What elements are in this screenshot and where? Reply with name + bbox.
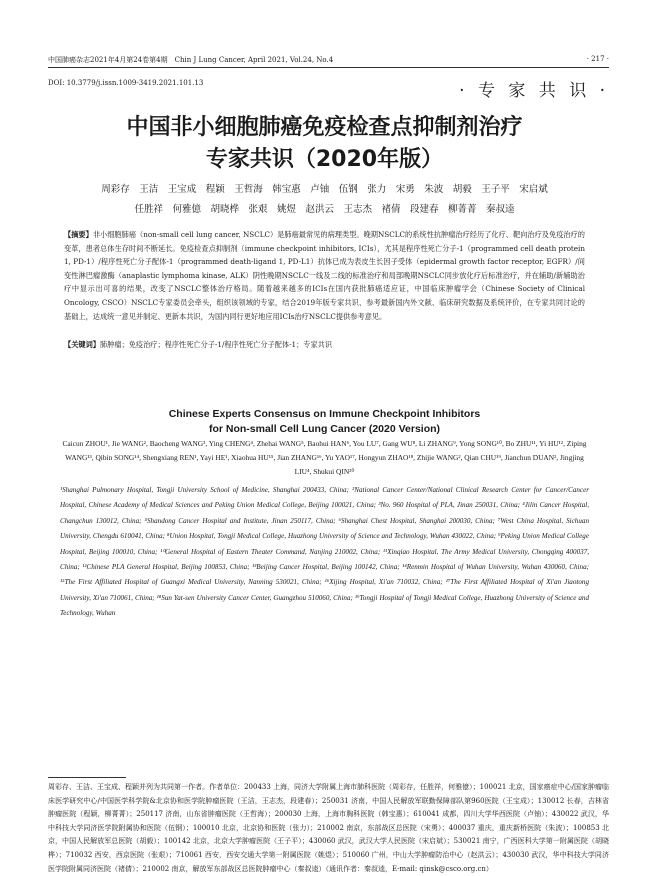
keywords-label: 【关键词】 [64,340,100,349]
authors-en: Caicun ZHOU¹, Jie WANG², Baocheng WANG³, Ying CHENG⁴, Zhehai WANG⁵, Baohui HAN⁶, You LU⁷, Gang WU⁸, Li ZHANG⁹, Yong SONG¹⁰, Bo ZHU¹¹, Yi HU¹², Ziping WANG¹³, Qibin SONG¹⁴, Shengxiang REN¹, Yayi HE¹, Xiaohua HU¹⁵, Jian ZHANG¹⁶, Yu YAO¹⁷, Hongyun ZHAO¹⁸, Zhijie WANG², Qian CHU¹⁹, Jianchun DUAN², Jingjing LIU⁴, Shukui QIN²⁰ [62,439,587,476]
abstract-cn [64,228,585,323]
title-en-line1: Chinese Experts Consensus on Immune Checkpoint Inhibitors [168,408,481,420]
header-rule [48,67,609,68]
authors-cn-line1: 周彩存 王洁 王宝成 程颖 王哲海 韩宝惠 卢铀 伍钢 张力 宋勇 朱波 胡毅 王子平 宋启斌 [101,184,548,195]
title-cn-line1: 中国非小细胞肺癌免疫检查点抑制剂治疗 [126,115,523,140]
title-en-line2: for Non-small Cell Lung Cancer (2020 Version) [208,423,441,435]
keywords-cn [64,340,585,350]
abstract-text: 非小细胞肺癌（non-small cell lung cancer, NSCLC）是肺癌最常见的病理类型。晚期NSCLC的系统性抗肿瘤治疗经历了化疗、靶向治疗及免疫治疗的变革，患者总体生存时间不断延长。免疫检查点抑制剂（immune checkpoint inhibitors, ICIs），尤其是程序性死亡分子-1（programmed cell death protein 1, PD-1）/程序性死亡分子配体-1（programmed death-ligand 1, PD-L1）抗体已成为表皮生长因子受体（epidermal growth factor receptor, EGFR）/间变性淋巴瘤激酶（anaplastic lymphoma kinase, ALK）阴性晚期NSCLC一线及二线的标准治疗和局部晚期NSCLC同步放化疗后标准治疗，并在辅助/新辅助治疗中显示出可喜的结果，改变了NSCLC整体治疗格局。随着越来越多的ICIs在国内获批肺癌适应证，中国临床肿瘤学会（Chinese Society of Clinical Oncology, CSCO）NSCLC专家委员会牵头，组织该领域的专家，结合2019年版专家共识、参考最新国内外文献、临床研究数据及系统评价，在专家共同讨论的基础上，达成统一意见并制定、更新本共识，为国内同行更好地应用ICIs治疗NSCLC提供参考意见。 [64,230,585,321]
abstract-label: 【摘要】 [64,230,93,239]
keywords-text: 肺肿瘤；免疫治疗；程序性死亡分子-1/程序性死亡分子配体-1；专家共识 [99,340,333,349]
title-cn-line2: 专家共识（2020年版） [205,147,444,172]
doi: DOI: 10.3779/j.issn.1009-3419.2021.101.13 [48,79,204,87]
authors-cn-line2: 任胜祥 何雅億 胡晓桦 张艰 姚煜 赵洪云 王志杰 褚倩 段建春 柳菁菁 秦叔逵 [134,204,515,215]
affiliations-en: ¹Shanghai Pulmonary Hospital, Tongji University School of Medicine, Shanghai 200433, China; ²National Cancer Center/National Clinical Research Center for Cancer/Cancer Hospital, Chinese Academy of Medical Sciences and Peking Union Medical College, Beijing 100021, China; ³No. 960 Hospital of PLA, Jinan 250031, China; ⁴Jilin Cancer Hospital, Changchun 130012, China; ⁵Shandong Cancer Hospital and Institute, Jinan 250117, China; ⁶Shanghai Chest Hospital, Shanghai 200030, China; ⁷West China Hospital, Sichuan University, Chengdu 610041, China; ⁸Union Hospital, Tongji Medical College, Huazhong University of Science and Technology, Wuhan 430022, China; ⁹Peking Union Medical College Hospital, Beijing 100010, China; ¹⁰General Hospital of Eastern Theater Command, Nanjing 210002, China; ¹¹Xinqiao Hospital, The Army Medical University, Chongqing 400037, China; ¹²Chinese PLA General Hospital, Beijing 100853, China; ¹³Beijing Cancer Hospital, Beijing 100142, China; ¹⁴Renmin Hospital of Wuhan University, Wuhan 430060, China; ¹⁵The First Affiliated Hospital of Guangxi Medical University, Nanning 530021, China; ¹⁶Xijing Hospital, Xi'an 710032, China; ¹⁷The First Affiliated Hospital of Xi'an Jiaotong University, Xi'an 710061, China; ¹⁸Sun Yat-sen University Cancer Center, Guangzhou 510060, China; ¹⁹Tongji Hospital of Tongji Medical College, Huazhong University of Science and Technology, Wuhan [60,486,589,618]
footnote-rule [48,777,126,778]
running-header [48,55,609,67]
page-number: · 217 · [586,55,609,63]
journal-citation: 中国肺癌杂志2021年4月第24卷第4期 Chin J Lung Cancer, April 2021, Vol.24, No.4 [48,56,334,64]
footnote: 周彩存、王洁、王宝成、程颖并列为共同第一作者。作者单位：200433 上海，同济大学附属上海市肺科医院（周彩存，任胜祥，何雅億）；100021 北京，国家癌症中心/国家肿瘤临床医学研究中心/中国医学科学院&北京协和医学院肿瘤医院（王洁，王志杰，段建春）；250031 济南，中国人民解放军联勤保障部队第960医院（王宝成）；130012 长春，吉林省肿瘤医院（程颖，柳菁菁）；250117 济南，山东省肿瘤医院（王哲海）；200030 上海，上海市胸科医院（韩宝惠）；610041 成都，四川大学华西医院（卢铀）；430022 武汉，华中科技大学同济医学院附属协和医院（伍钢）；100010 北京，北京协和医院（张力）；210002 南京，东部战区总医院（宋勇）；400037 重庆，重庆新桥医院（朱波）；100853 北京，中国人民解放军总医院（胡毅）；100142 北京，北京大学肿瘤医院（王子平）；430060 武汉，武汉大学人民医院（宋启斌）；530021 南宁，广西医科大学第一附属医院（胡晓桦）；710032 西安，西京医院（张艰）；710061 西安，西安交通大学第一附属医院（姚煜）；510060 广州，中山大学肿瘤防治中心（赵洪云）；430030 武汉，华中科技大学同济医学院附属同济医院（褚倩）；210002 南京，解放军东部战区总医院肿瘤中心（秦叔逵）（通讯作者：秦叔逵，E-mail: qinsk@csco.org.cn） [48,783,609,873]
section-tag: · 专 家 共 识 · [459,81,609,101]
